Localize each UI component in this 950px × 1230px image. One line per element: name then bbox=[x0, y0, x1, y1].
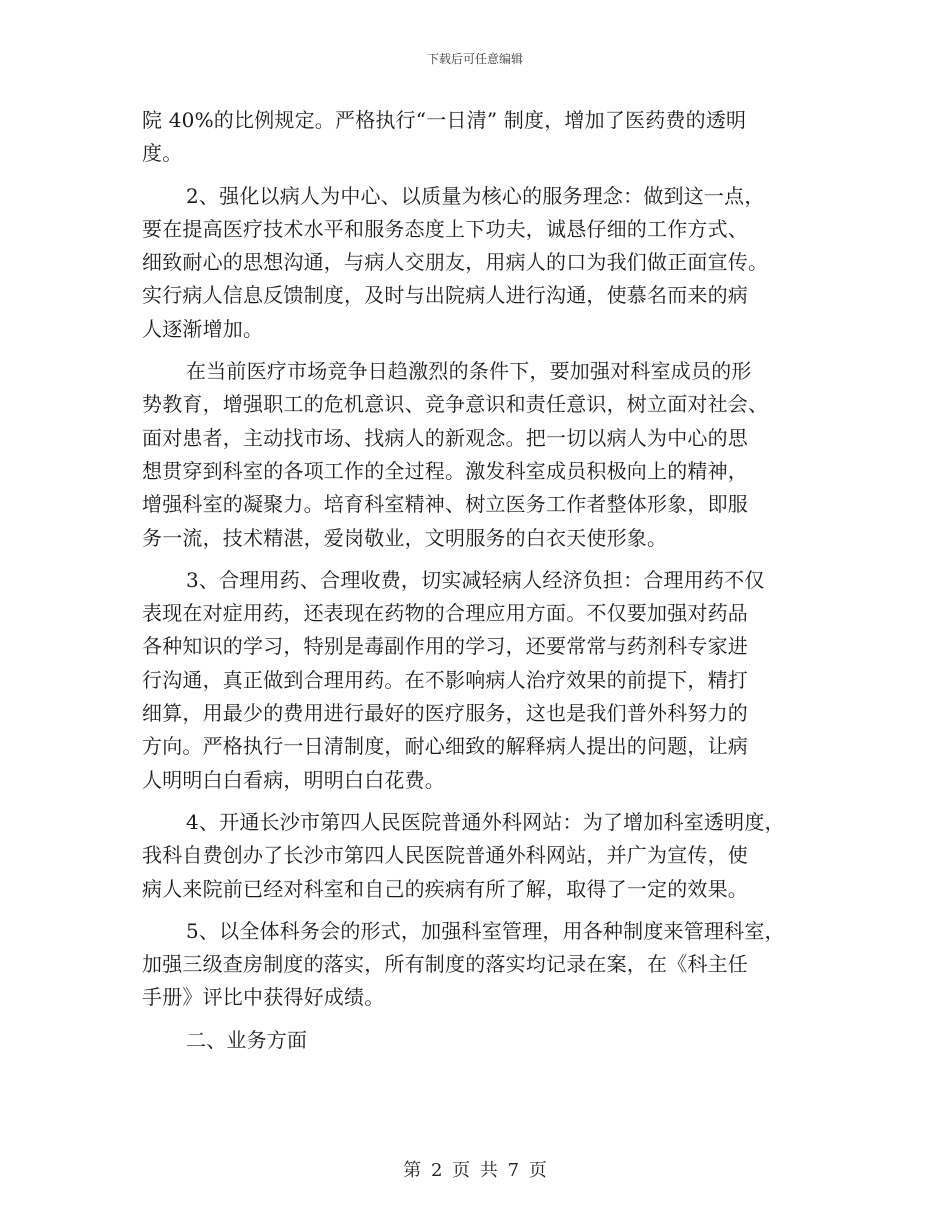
text-line: 各种知识的学习，特别是毒副作用的学习，还要常常与药剂科专家进 bbox=[142, 634, 748, 659]
paragraph bbox=[142, 104, 822, 171]
paragraph bbox=[142, 806, 822, 906]
paragraph bbox=[142, 1024, 822, 1057]
text-line: 势教育，增强职工的危机意识、竞争意识和责任意识，树立面对社会、 bbox=[142, 392, 769, 417]
text-line: 二、业务方面 bbox=[186, 1027, 308, 1052]
text-line: 细算，用最少的费用进行最好的医疗服务，这也是我们普外科努力的 bbox=[142, 701, 748, 726]
text-line: 5、以全体科务会的形式，加强科室管理，用各种制度来管理科室， bbox=[186, 918, 785, 943]
text-line: 院 40%的比例规定。严格执行“一日清” 制度，增加了医药费的透明 bbox=[142, 108, 747, 132]
paragraph bbox=[142, 564, 822, 797]
text-line: 在当前医疗市场竞争日趋激烈的条件下，要加强对科室成员的形 bbox=[186, 359, 752, 384]
text-line: 行沟通，真正做到合理用药。在不影响病人治疗效果的前提下，精打 bbox=[142, 667, 748, 692]
text-line: 面对患者，主动找市场、找病人的新观念。把一切以病人为中心的思 bbox=[142, 425, 748, 450]
page-header: 下载后可任意编辑 bbox=[426, 52, 523, 66]
text-line: 务一流，技术精湛，爱岗敬业，文明服务的白衣天使形象。 bbox=[142, 525, 668, 550]
page-footer: 第 2 页 共 7 页 bbox=[403, 1160, 547, 1181]
text-line: 我科自费创办了长沙市第四人民医院普通外科网站，并广为宣传，使 bbox=[142, 843, 748, 868]
text-line: 度。 bbox=[142, 141, 183, 166]
text-line: 想贯穿到科室的各项工作的全过程。激发科室成员积极向上的精神， bbox=[142, 458, 748, 483]
text-line: 病人来院前已经对科室和自己的疾病有所了解，取得了一定的效果。 bbox=[142, 876, 748, 901]
text-line: 表现在对症用药，还表现在药物的合理应用方面。不仅要加强对药品 bbox=[142, 601, 748, 626]
text-line: 实行病人信息反馈制度，及时与出院病人进行沟通，使慕名而来的病 bbox=[142, 283, 748, 308]
text-line: 2、强化以病人为中心、以质量为核心的服务理念：做到这一点， bbox=[186, 183, 765, 208]
text-line: 要在提高医疗技术水平和服务态度上下功夫，诚恳仔细的工作方式、 bbox=[142, 216, 748, 241]
text-line: 手册》评比中获得好成绩。 bbox=[142, 985, 385, 1010]
paragraph bbox=[142, 915, 822, 1015]
paragraph bbox=[142, 180, 822, 346]
text-line: 4、开通长沙市第四人民医院普通外科网站：为了增加科室透明度， bbox=[186, 809, 785, 834]
text-line: 方向。严格执行一日清制度，耐心细致的解释病人提出的问题，让病 bbox=[142, 734, 748, 759]
text-line: 人逐渐增加。 bbox=[142, 316, 264, 341]
text-line: 加强三级查房制度的落实，所有制度的落实均记录在案，在《科主任 bbox=[142, 952, 748, 977]
text-line: 增强科室的凝聚力。培育科室精神、树立医务工作者整体形象，即服 bbox=[142, 492, 748, 517]
text-line: 人明明白白看病，明明白白花费。 bbox=[142, 767, 445, 792]
text-line: 细致耐心的思想沟通，与病人交朋友，用病人的口为我们做正面宣传。 bbox=[142, 250, 769, 275]
paragraph bbox=[142, 355, 822, 555]
document-body bbox=[142, 104, 822, 1057]
text-line: 3、合理用药、合理收费，切实减轻病人经济负担：合理用药不仅 bbox=[186, 567, 765, 592]
